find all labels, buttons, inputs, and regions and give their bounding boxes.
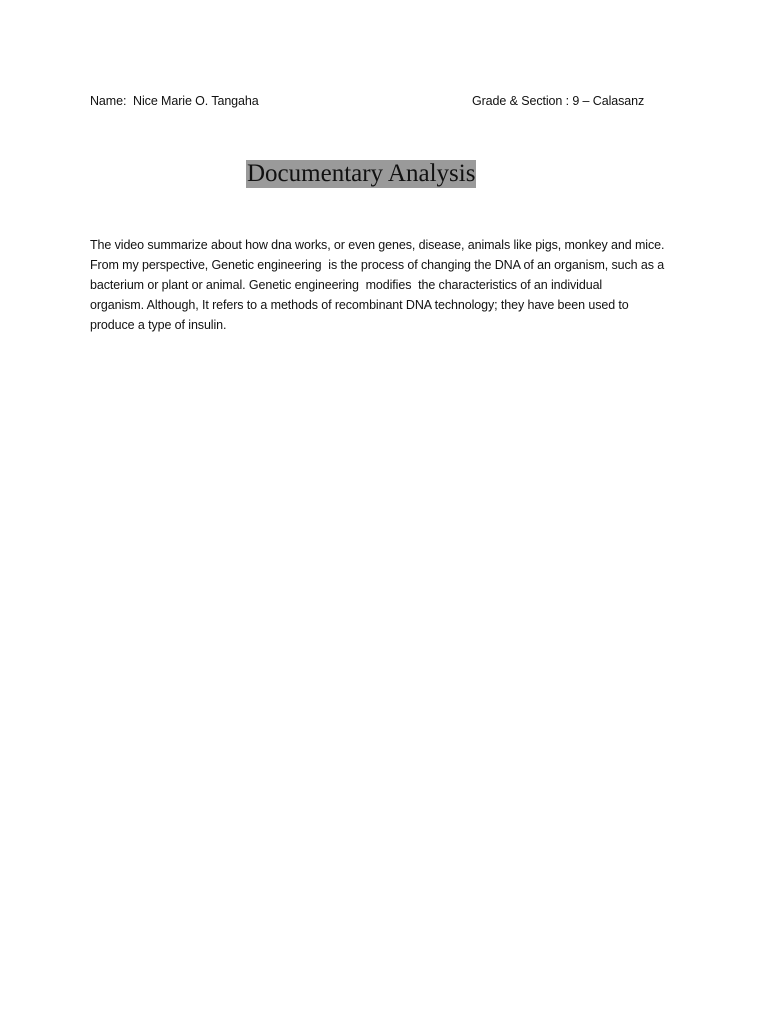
student-name: Name: Nice Marie O. Tangaha: [90, 94, 259, 108]
body-line: organism. Although, It refers to a methods of recombinant DNA technology; they have been used to: [90, 298, 629, 312]
document-title: Documentary Analysis: [247, 160, 476, 187]
body-line: The video summarize about how dna works, or even genes, disease, animals like pigs, monkey and mice.: [90, 238, 665, 252]
body-paragraph: [90, 235, 690, 335]
grade-section: Grade & Section : 9 – Calasanz: [472, 94, 645, 108]
body-line: From my perspective, Genetic engineering is the process of changing the DNA of an organism, such as a: [90, 258, 665, 272]
body-line: produce a type of insulin.: [90, 318, 227, 332]
title-highlight: [246, 160, 476, 188]
body-line: bacterium or plant or animal. Genetic engineering modifies the characteristics of an individual: [90, 278, 603, 292]
